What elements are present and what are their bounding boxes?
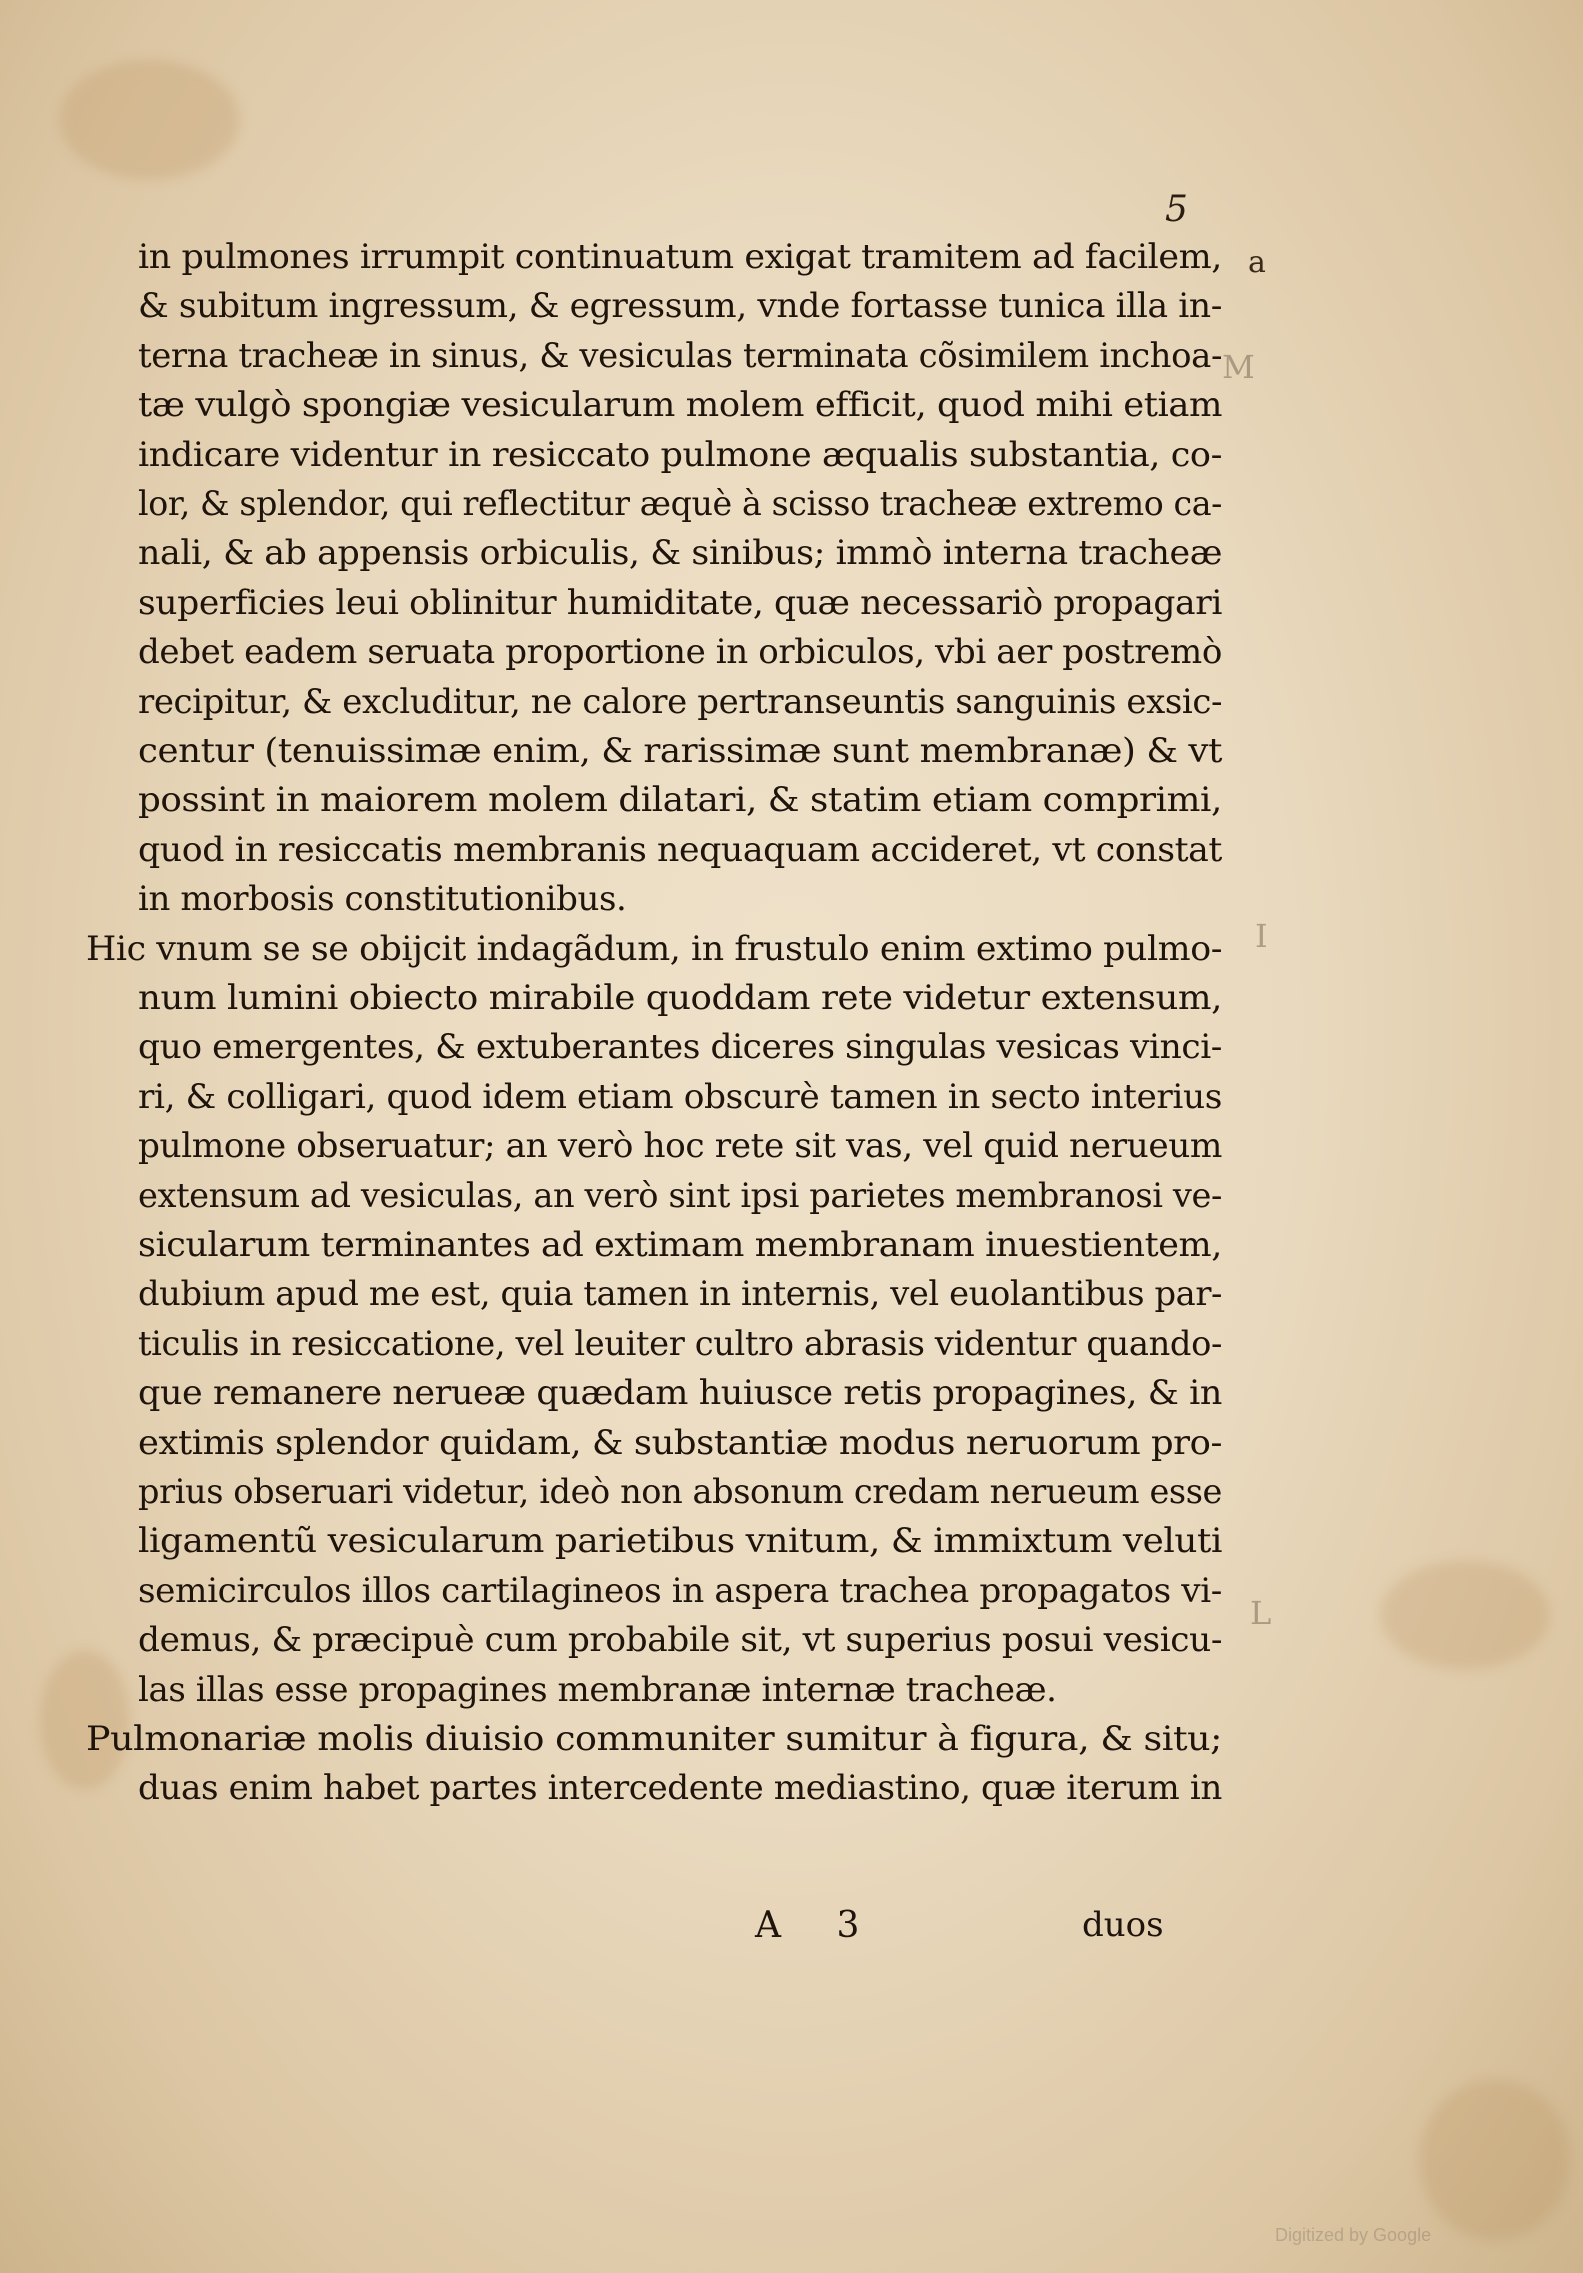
page-number: 5 — [1165, 189, 1188, 230]
page-stain — [1380, 1560, 1550, 1670]
margin-mark: I — [1255, 917, 1268, 955]
text-line: ticulis in resiccatione, vel leuiter cultro abrasis videntur quando- — [138, 1323, 1222, 1364]
text-line: Hic vnum se se obijcit indagãdum, in frustulo enim extimo pulmo- — [86, 928, 1223, 969]
text-line: pulmone obseruatur; an verò hoc rete sit vas, vel quid nerueum — [138, 1126, 1223, 1167]
text-line: demus, & præcipuè cum probabile sit, vt superius posui vesicu- — [138, 1620, 1223, 1661]
digitization-watermark: Digitized by Google — [1275, 2225, 1432, 2245]
page-stain — [60, 60, 240, 180]
margin-mark: L — [1250, 1594, 1272, 1632]
text-line: ri, & colligari, quod idem etiam obscurè tamen in secto interius — [138, 1076, 1222, 1117]
text-line: possint in maiorem molem dilatari, & statim etiam comprimi, — [138, 780, 1222, 821]
text-line: quo emergentes, & extuberantes diceres singulas vesicas vinci- — [138, 1027, 1223, 1068]
text-line: terna tracheæ in sinus, & vesiculas terminata cõsimilem inchoa- — [138, 335, 1223, 376]
text-line: que remanere nerueæ quædam huiusce retis propagines, & in — [138, 1373, 1222, 1414]
text-line: ligamentũ vesicularum parietibus vnitum, & immixtum veluti — [138, 1521, 1222, 1562]
text-line: sicularum terminantes ad extimam membranam inuestientem, — [138, 1225, 1222, 1265]
text-line: tæ vulgò spongiæ vesicularum molem efficit, quod mihi etiam — [138, 385, 1223, 426]
text-line: recipitur, & excluditur, ne calore pertranseuntis sanguinis exsic- — [138, 681, 1223, 722]
text-line: quod in resiccatis membranis nequaquam accideret, vt constat — [138, 829, 1222, 870]
text-line: num lumini obiecto mirabile quoddam rete videtur extensum, — [138, 978, 1222, 1018]
margin-mark: M — [1222, 348, 1255, 386]
text-line: duas enim habet partes intercedente mediastino, quæ iterum in — [138, 1768, 1222, 1809]
text-line: Pulmonariæ molis diuisio communiter sumitur à figura, & situ; — [86, 1719, 1222, 1759]
text-line: dubium apud me est, quia tamen in internis, vel euolantibus par- — [138, 1274, 1223, 1315]
text-line: centur (tenuissimæ enim, & rarissimæ sunt membranæ) & vt — [138, 731, 1222, 771]
text-line: extimis splendor quidam, & substantiæ modus neruorum pro- — [138, 1422, 1223, 1463]
text-line: nali, & ab appensis orbiculis, & sinibus; immò interna tracheæ — [138, 533, 1223, 574]
text-line: prius obseruari videtur, ideò non absonum credam nerueum esse — [138, 1472, 1222, 1512]
catchword: duos — [1082, 1905, 1164, 1945]
text-line: debet eadem seruata proportione in orbiculos, vbi aer postremò — [138, 632, 1222, 673]
text-line: superficies leui oblinitur humiditate, quæ necessariò propagari — [138, 582, 1222, 623]
text-line: extensum ad vesiculas, an verò sint ipsi parietes membranosi ve- — [138, 1175, 1222, 1216]
text-line: & subitum ingressum, & egressum, vnde fortasse tunica illa in- — [138, 286, 1223, 327]
page-stain — [1420, 2080, 1570, 2240]
text-line: in pulmones irrumpit continuatum exigat tramitem ad facilem, — [138, 237, 1222, 277]
text-line: las illas esse propagines membranæ internæ tracheæ. — [138, 1669, 1057, 1710]
text-line: in morbosis constitutionibus. — [138, 879, 627, 920]
signature-mark: A 3 — [755, 1905, 882, 1946]
text-line: semicirculos illos cartilagineos in aspera trachea propagatos vi- — [138, 1570, 1222, 1611]
text-line: lor, & splendor, qui reflectitur æquè à scisso tracheæ extremo ca- — [138, 484, 1223, 524]
text-line: indicare videntur in resiccato pulmone æqualis substantia, co- — [138, 434, 1223, 475]
margin-mark: a — [1248, 245, 1266, 280]
